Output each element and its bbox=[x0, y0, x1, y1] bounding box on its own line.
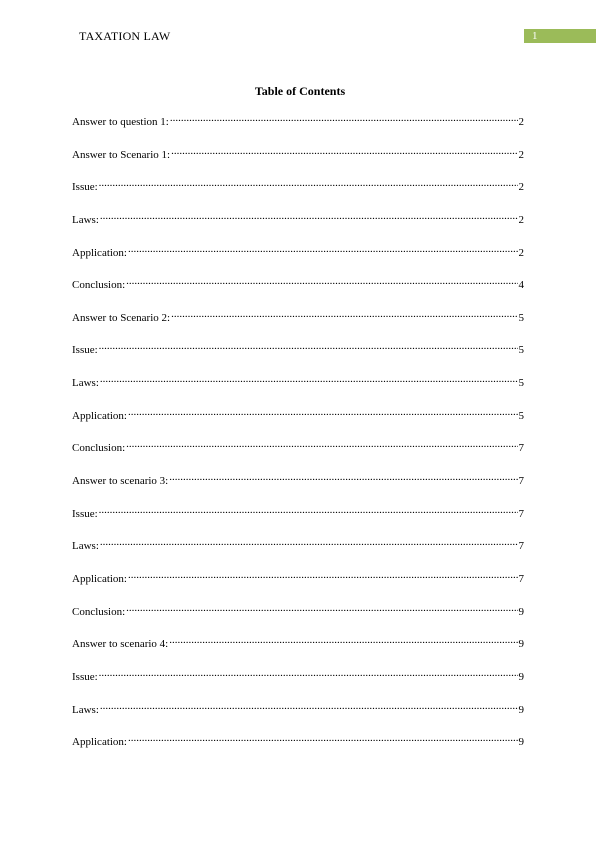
toc-entry-page-number: 9 bbox=[518, 670, 524, 683]
toc-entry[interactable] bbox=[72, 274, 524, 307]
toc-entry-page-number: 9 bbox=[518, 638, 524, 651]
toc-entry-label: Conclusion: bbox=[72, 279, 126, 292]
toc-entry-page-number: 2 bbox=[518, 116, 524, 128]
toc-entry-label: Application: bbox=[72, 736, 127, 749]
toc-entry[interactable] bbox=[72, 176, 524, 209]
toc-dot-leader bbox=[100, 372, 518, 386]
toc-dot-leader bbox=[128, 405, 518, 419]
toc-entry[interactable] bbox=[72, 470, 524, 503]
toc-heading: Table of Contents bbox=[254, 84, 346, 98]
toc-dot-leader bbox=[126, 274, 517, 288]
toc-entry-label: Issue: bbox=[72, 344, 98, 357]
toc-entry-label: Conclusion: bbox=[72, 442, 126, 455]
toc-entry-page-number: 7 bbox=[518, 572, 524, 585]
toc-entry-page-number: 2 bbox=[518, 246, 524, 259]
table-of-contents bbox=[72, 111, 524, 764]
toc-entry-label: Application: bbox=[72, 246, 127, 259]
toc-dot-leader bbox=[128, 731, 518, 745]
toc-entry[interactable] bbox=[72, 307, 524, 340]
toc-entry-page-number: 7 bbox=[518, 475, 524, 488]
toc-dot-leader bbox=[169, 633, 517, 647]
toc-entry-page-number: 5 bbox=[518, 344, 524, 357]
toc-dot-leader bbox=[128, 568, 518, 582]
toc-entry-page-number: 9 bbox=[518, 736, 524, 749]
toc-entry[interactable] bbox=[72, 568, 524, 601]
toc-entry[interactable] bbox=[72, 372, 524, 405]
toc-entry[interactable] bbox=[72, 209, 524, 242]
toc-entry[interactable] bbox=[72, 601, 524, 634]
toc-entry-label: Laws: bbox=[72, 377, 99, 390]
toc-entry-label: Answer to scenario 3: bbox=[72, 475, 169, 488]
toc-entry[interactable] bbox=[72, 405, 524, 438]
toc-entry-label: Laws: bbox=[72, 540, 99, 553]
toc-entry-page-number: 2 bbox=[518, 181, 524, 194]
toc-dot-leader bbox=[170, 111, 518, 125]
toc-entry-page-number: 9 bbox=[518, 703, 524, 716]
toc-entry-page-number: 7 bbox=[518, 442, 524, 455]
toc-entry-page-number: 9 bbox=[518, 605, 524, 618]
toc-dot-leader bbox=[171, 307, 517, 321]
toc-entry-label: Answer to Scenario 1: bbox=[72, 148, 171, 161]
toc-entry-page-number: 5 bbox=[518, 311, 524, 324]
toc-entry-label: Answer to scenario 4: bbox=[72, 638, 169, 651]
header-title: TAXATION LAW bbox=[79, 29, 171, 43]
toc-dot-leader bbox=[126, 437, 517, 451]
toc-entry-page-number: 7 bbox=[518, 540, 524, 553]
toc-dot-leader bbox=[99, 339, 518, 353]
page-number-badge: 1 bbox=[524, 29, 596, 43]
toc-entry[interactable] bbox=[72, 111, 524, 144]
toc-entry-label: Answer to question 1: bbox=[72, 116, 169, 128]
toc-dot-leader bbox=[99, 503, 518, 517]
toc-dot-leader bbox=[171, 144, 517, 158]
toc-entry-label: Application: bbox=[72, 409, 127, 422]
toc-entry-label: Issue: bbox=[72, 507, 98, 520]
toc-entry[interactable] bbox=[72, 666, 524, 699]
toc-entry-label: Laws: bbox=[72, 703, 99, 716]
toc-entry-label: Application: bbox=[72, 572, 127, 585]
toc-dot-leader bbox=[100, 699, 518, 713]
toc-entry-label: Laws: bbox=[72, 213, 99, 226]
toc-entry-label: Issue: bbox=[72, 670, 98, 683]
toc-dot-leader bbox=[100, 209, 518, 223]
toc-entry-page-number: 7 bbox=[518, 507, 524, 520]
toc-dot-leader bbox=[169, 470, 517, 484]
toc-entry-page-number: 5 bbox=[518, 377, 524, 390]
toc-entry[interactable] bbox=[72, 144, 524, 177]
toc-entry-page-number: 4 bbox=[518, 279, 524, 292]
toc-entry[interactable] bbox=[72, 699, 524, 732]
toc-entry[interactable] bbox=[72, 503, 524, 536]
toc-entry[interactable] bbox=[72, 242, 524, 275]
toc-entry-label: Conclusion: bbox=[72, 605, 126, 618]
toc-dot-leader bbox=[99, 666, 518, 680]
toc-entry[interactable] bbox=[72, 437, 524, 470]
toc-entry[interactable] bbox=[72, 339, 524, 372]
toc-dot-leader bbox=[128, 242, 518, 256]
toc-entry-page-number: 5 bbox=[518, 409, 524, 422]
toc-entry-label: Answer to Scenario 2: bbox=[72, 311, 171, 324]
toc-dot-leader bbox=[99, 176, 518, 190]
toc-entry-page-number: 2 bbox=[518, 213, 524, 226]
toc-entry[interactable] bbox=[72, 633, 524, 666]
toc-entry-page-number: 2 bbox=[518, 148, 524, 161]
toc-dot-leader bbox=[126, 601, 517, 615]
toc-entry[interactable] bbox=[72, 535, 524, 568]
toc-dot-leader bbox=[100, 535, 518, 549]
toc-entry-label: Issue: bbox=[72, 181, 98, 194]
toc-entry[interactable] bbox=[72, 731, 524, 764]
